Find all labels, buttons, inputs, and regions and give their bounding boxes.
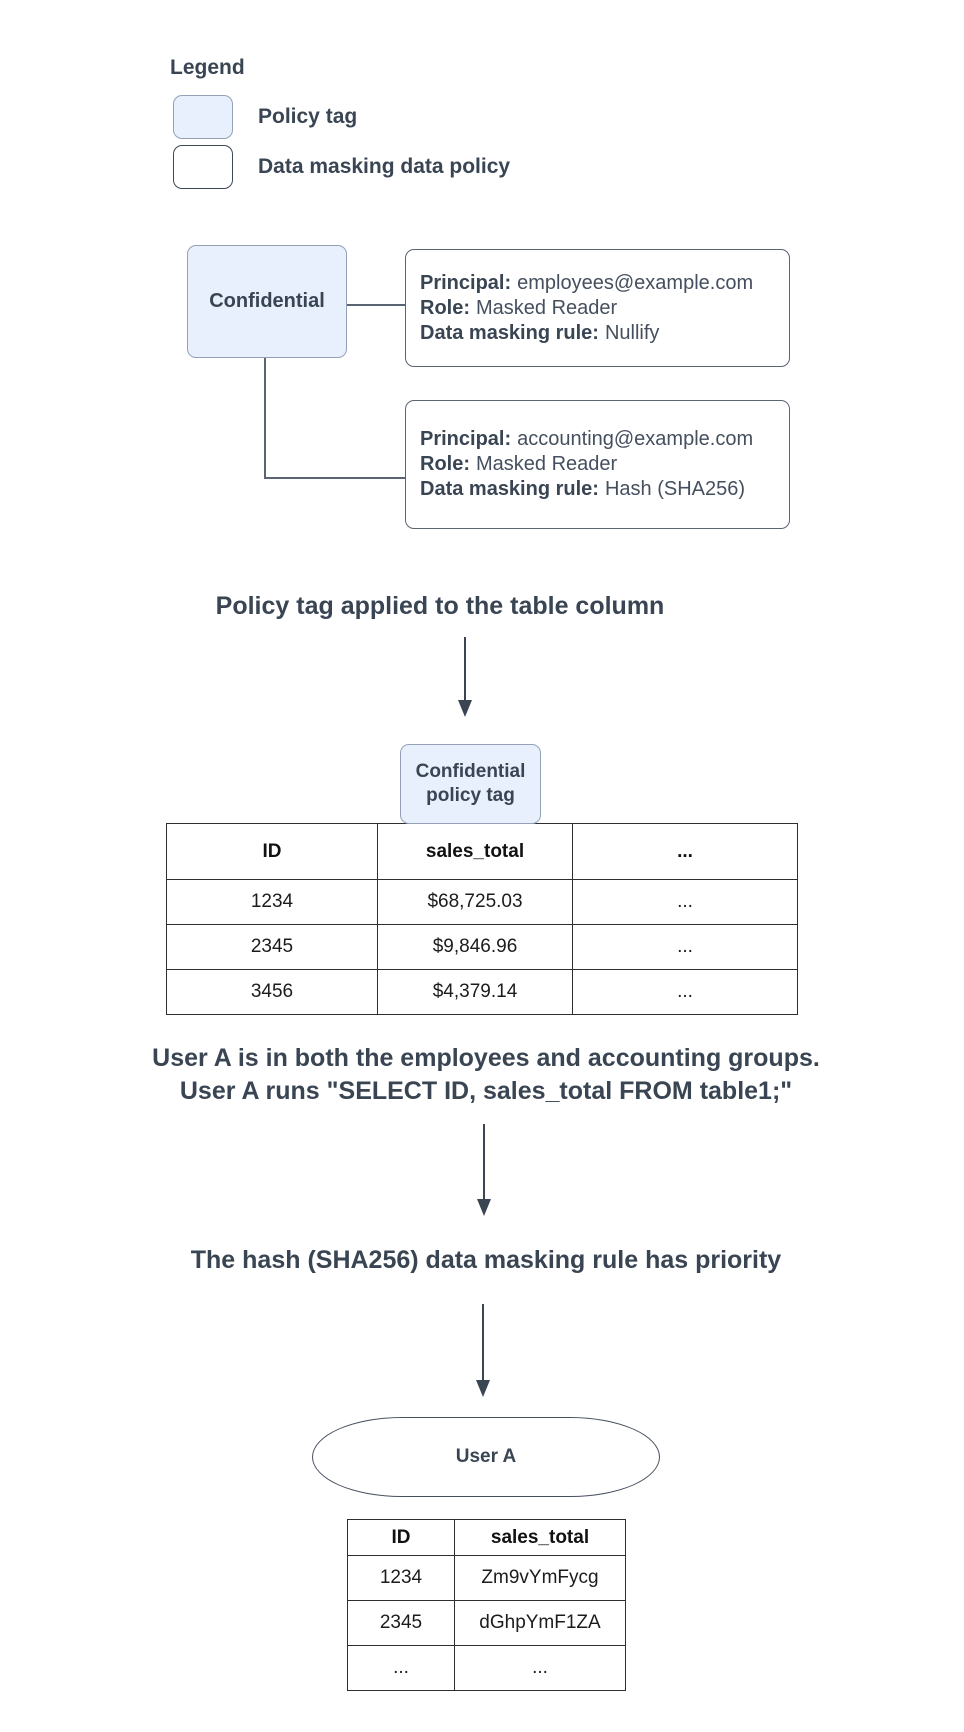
table-header-cell: sales_total [455,1520,626,1556]
user-a-oval: User A [312,1417,660,1497]
table-cell: 3456 [167,970,378,1015]
table-row [348,1601,626,1646]
table-header-cell: ID [167,824,378,880]
result-data-table [347,1519,626,1691]
arrow-shaft [482,1304,484,1380]
table-cell: ... [573,970,798,1015]
legend-title: Legend [170,56,245,79]
table-cell: $4,379.14 [378,970,573,1015]
confidential-policy-tag-badge [400,744,541,824]
table-cell: ... [573,925,798,970]
table-header-row [167,824,798,880]
legend-data-policy-label: Data masking data policy [258,155,511,178]
policy-line [420,452,775,477]
table-row [348,1556,626,1601]
down-arrow-icon [458,637,472,717]
data-policy-card-accounting [405,400,790,529]
down-arrow-icon [476,1304,490,1397]
rule-value: Hash (SHA256) [604,478,746,500]
connector-line [264,477,405,479]
principal-value: accounting@example.com [517,428,754,450]
table-row [348,1646,626,1691]
arrow-shaft [483,1124,485,1199]
confidential-policy-tag-node: Confidential [187,245,347,358]
badge-line-1: Confidential [415,761,526,782]
policy-line [420,321,775,346]
legend-policy-tag-label: Policy tag [258,105,358,128]
caption-policy-tag-applied: Policy tag applied to the table column [215,592,665,620]
role-value: Masked Reader [476,296,618,319]
arrow-head [458,700,472,717]
table-header-cell: ... [573,824,798,880]
table-cell: ... [455,1646,626,1691]
table-cell: dGhpYmF1ZA [455,1601,626,1646]
table-row [167,970,798,1015]
table-cell: Zm9vYmFycg [455,1556,626,1601]
table-cell: 1234 [167,880,378,925]
table-cell: 2345 [167,925,378,970]
caption-user-groups-line1: User A is in both the employees and accounting groups. [152,1044,820,1072]
legend-data-policy-swatch [173,145,233,189]
role-label: Role: [420,296,470,319]
data-policy-card-employees [405,249,790,367]
table-cell: $9,846.96 [378,925,573,970]
policy-line [420,296,775,321]
table-header-row [348,1520,626,1556]
caption-masking-priority: The hash (SHA256) data masking rule has priority [190,1246,782,1274]
legend-policy-tag-swatch [173,95,233,139]
down-arrow-icon [477,1124,491,1216]
arrow-head [476,1380,490,1397]
table-header-cell: sales_total [378,824,573,880]
rule-label: Data masking rule: [420,478,599,500]
arrow-head [477,1199,491,1216]
policy-line [420,271,775,296]
table-cell: 1234 [348,1556,455,1601]
badge-line-2: policy tag [426,785,515,806]
policy-line [420,477,775,502]
role-label: Role: [420,453,470,475]
table-cell: ... [348,1646,455,1691]
caption-user-groups-line2: User A runs "SELECT ID, sales_total FROM table1;" [179,1077,793,1105]
table-row [167,880,798,925]
caption-user-groups [38,1042,934,1108]
rule-value: Nullify [604,321,660,344]
table-header-cell: ID [348,1520,455,1556]
table-cell: 2345 [348,1601,455,1646]
rule-label: Data masking rule: [420,321,599,344]
table-row [167,925,798,970]
connector-line [347,304,405,306]
table-cell: ... [573,880,798,925]
table-cell: $68,725.03 [378,880,573,925]
principal-value: employees@example.com [517,271,754,294]
connector-line [264,358,266,479]
source-data-table [166,823,798,1015]
principal-label: Principal: [420,428,512,450]
principal-label: Principal: [420,271,512,294]
arrow-shaft [464,637,466,700]
role-value: Masked Reader [476,453,618,475]
policy-line [420,427,775,452]
